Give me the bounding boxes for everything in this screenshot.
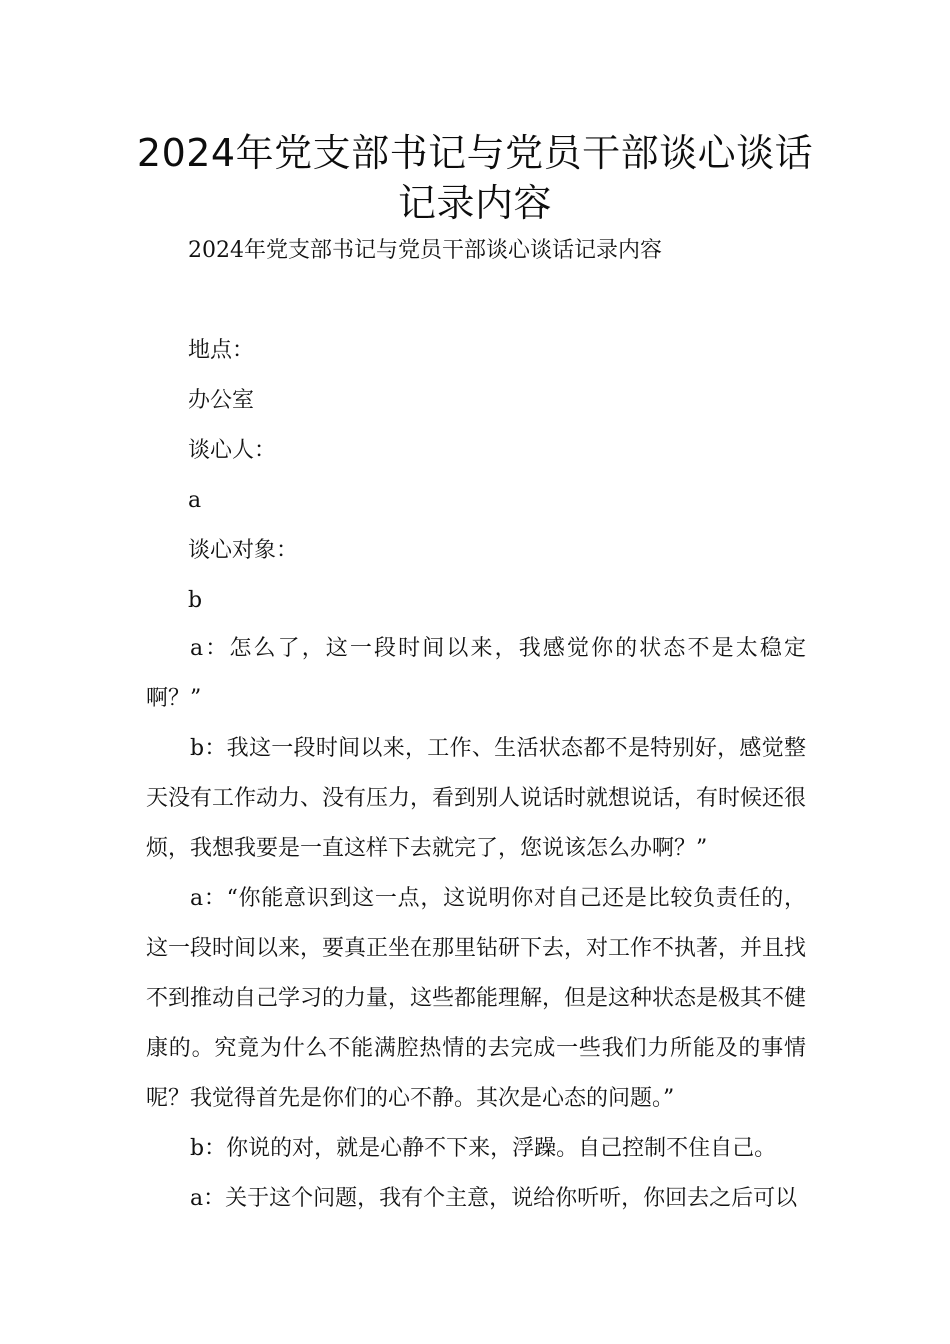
document-title: 2024年党支部书记与党员干部谈心谈话记录内容	[136, 131, 814, 225]
target-label: 谈心对象：	[188, 538, 299, 563]
target-value: b	[188, 588, 203, 613]
document-subtitle: 2024年党支部书记与党员干部谈心谈话记录内容	[188, 238, 662, 263]
dialogue-paragraph-5: a：关于这个问题，我有个主意，说给你听听，你回去之后可以	[190, 1186, 798, 1211]
location-value: 办公室	[188, 388, 255, 413]
dialogue-paragraph-2: b：我这一段时间以来，工作、生活状态都不是特别好，感觉整天没有工作动力、没有压力，看到别人说话时就想说话，有时候还很烦，我想我要是一直这样下去就完了，您说该怎么办啊？”	[146, 736, 807, 861]
dialogue-paragraph-4: b：你说的对，就是心静不下来，浮躁。自己控制不住自己。	[190, 1136, 777, 1161]
dialogue-paragraph-3: a：“你能意识到这一点，这说明你对自己还是比较负责任的，这一段时间以来，要真正坐在那里钻研下去，对工作不执著，并且找不到推动自己学习的力量，这些都能理解，但是这种状态是极其不健康的。究竟为什么不能满腔热情的去完成一些我们力所能及的事情呢？我觉得首先是你们的心不静。其次是心态的问题。”	[146, 886, 807, 1111]
talker-value: a	[188, 488, 202, 513]
talker-label: 谈心人：	[188, 438, 277, 463]
dialogue-paragraph-1: a：怎么了，这一段时间以来，我感觉你的状态不是太稳定啊？”	[146, 636, 806, 711]
location-label: 地点：	[188, 338, 255, 363]
